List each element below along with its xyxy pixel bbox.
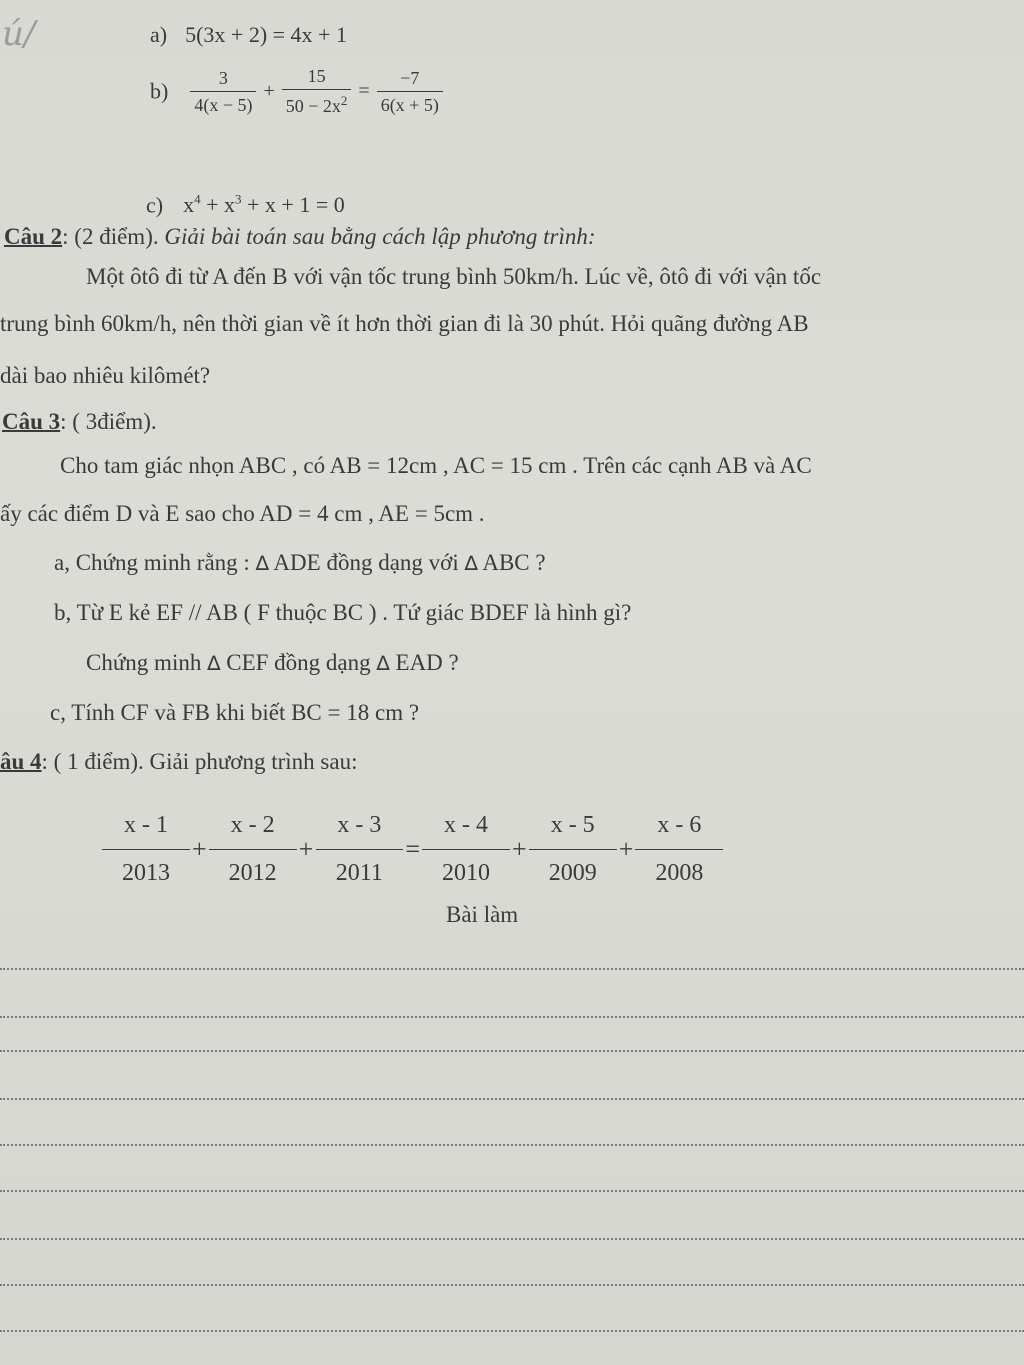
part-b-fraction-1 [190,68,256,116]
answer-line [0,1144,1024,1146]
answer-line [0,1284,1024,1286]
part-c [146,192,345,218]
answer-line [0,968,1024,970]
triangle-icon: ∆ [255,551,269,575]
answer-line [0,1330,1024,1332]
cau3-points: : ( 3điểm). [60,409,157,434]
exponent: 4 [194,192,201,207]
denominator-base: 50 − 2x [285,96,341,116]
cau3-part-c: c, Tính CF và FB khi biết BC = 18 cm ? [50,700,420,725]
part-a [150,22,347,48]
text: CEF đồng dạng [220,650,377,675]
term: + x + 1 = 0 [241,192,345,218]
exponent: 3 [235,192,242,207]
triangle-icon: ∆ [376,651,390,675]
text: Chứng minh [86,650,208,675]
exponent: 2 [340,93,348,108]
fraction-numerator: −7 [400,67,420,88]
part-b-label: b) [150,78,169,104]
part-c-equation [183,192,345,217]
fraction-numerator: 3 [218,67,228,88]
answer-line [0,1098,1024,1100]
cau2-points: : (2 điểm). [62,224,165,249]
answer-line [0,1190,1024,1192]
cau3-label: Câu 3 [2,409,61,434]
fraction-denominator: 4(x − 5) [190,91,256,116]
cau2-line-3: dài bao nhiêu kilômét? [0,363,211,388]
cau4-label: âu 4 [0,749,42,774]
fraction-numerator: x - 3 [337,812,382,838]
cau4-equation [100,812,725,887]
fraction-6 [633,812,725,887]
fraction-numerator: 15 [307,66,326,86]
cau3-part-b: b, Từ E kẻ EF // AB ( F thuộc BC ) . Tứ giác BDEF là hình gì? [54,600,632,625]
cau4-heading [0,749,357,775]
fraction-denominator: 2009 [529,849,617,887]
cau4-points: : ( 1 điểm). Giải phương trình sau: [41,749,358,774]
fraction-numerator: x - 5 [550,812,595,838]
equals-sign: = [405,834,421,864]
term: x [183,192,195,218]
cau3-line-2: ấy các điểm D và E sao cho AD = 4 cm , AE = 5cm . [0,501,485,526]
fraction-denominator: 6(x + 5) [377,91,443,116]
pencil-mark: ú/ [2,14,36,54]
answer-line [0,1238,1024,1240]
text: ADE đồng dạng với [268,550,465,575]
cau2-heading [4,224,596,250]
cau3-part-b-proof [86,650,459,676]
part-b-fraction-2 [282,66,352,117]
part-a-label: a) [150,22,168,47]
fraction-1 [100,812,192,887]
part-c-label: c) [146,192,164,218]
plus-sign: + [263,80,275,102]
cau3-part-a [54,550,546,576]
fraction-denominator: 2010 [422,849,510,887]
text: ABC ? [477,550,546,575]
fraction-denominator: 2013 [102,849,190,887]
equals-sign: = [358,80,370,102]
fraction-2 [207,812,299,887]
answer-line [0,1016,1024,1018]
plus-sign: + [298,834,314,864]
part-b-fraction-3 [377,68,443,116]
plus-sign: + [192,834,207,864]
fraction-numerator: x - 1 [124,812,168,838]
triangle-icon: ∆ [464,551,478,575]
answer-heading: Bài làm [446,902,519,927]
fraction-numerator: x - 2 [230,812,275,838]
text: a, Chứng minh rằng : [54,550,256,575]
cau2-instruction: Giải bài toán sau bằng cách lập phương trình: [164,224,596,249]
fraction-denominator: 2008 [635,849,723,887]
cau3-heading [2,409,157,435]
fraction-numerator: x - 4 [444,812,489,838]
part-b [150,66,443,117]
cau3-line-1: Cho tam giác nhọn ABC , có AB = 12cm , AC = 15 cm . Trên các cạnh AB và AC [60,453,812,478]
text: EAD ? [389,650,459,675]
fraction-4 [420,812,512,887]
cau2-line-2: trung bình 60km/h, nên thời gian về ít hơn thời gian đi là 30 phút. Hỏi quãng đường AB [0,311,809,336]
answer-line [0,1050,1024,1052]
fraction-denominator: 2011 [316,849,403,887]
cau2-line-1: Một ôtô đi từ A đến B với vận tốc trung bình 50km/h. Lúc về, ôtô đi với vận tốc [86,264,822,289]
plus-sign: + [512,834,527,864]
cau2-label: Câu 2 [4,224,63,249]
fraction-numerator: x - 6 [657,812,702,838]
triangle-icon: ∆ [207,651,221,675]
fraction-denominator: 2012 [209,849,297,887]
term: + x [200,192,236,218]
plus-sign: + [618,834,634,864]
fraction-denominator [282,89,352,117]
part-a-equation: 5(3x + 2) = 4x + 1 [185,22,347,47]
fraction-5 [527,812,619,887]
fraction-3 [313,812,405,887]
